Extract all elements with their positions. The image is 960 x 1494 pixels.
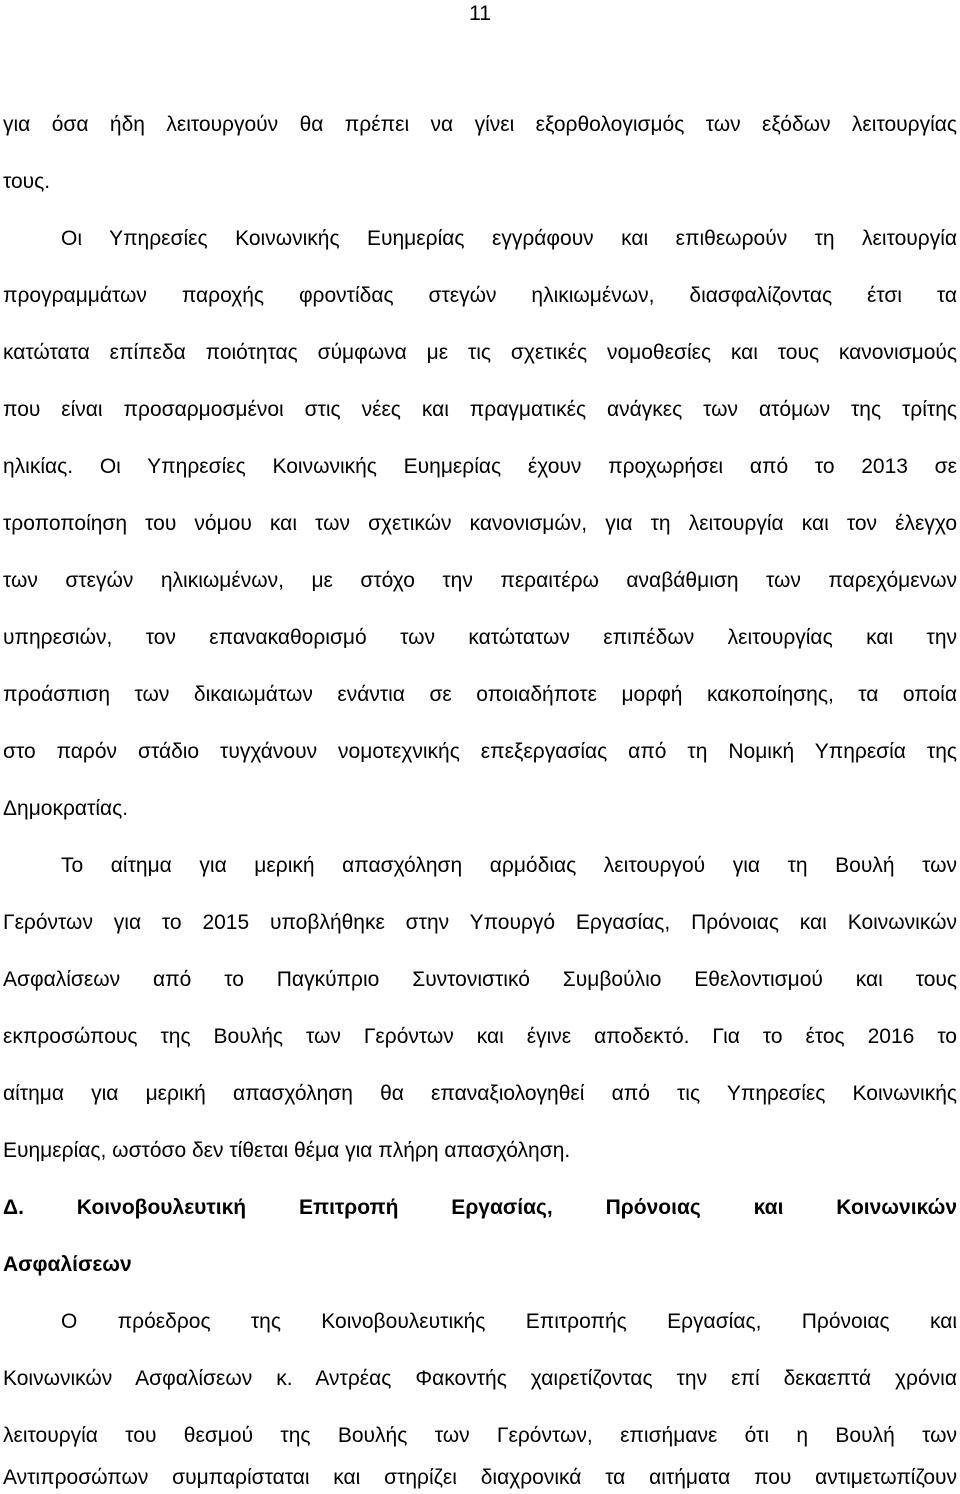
text-line: Γερόντων για το 2015 υποβλήθηκε στην Υπουργό Εργασίας, Πρόνοιας και Κοινωνικών xyxy=(3,911,957,934)
section-heading-continuation: Ασφαλίσεων xyxy=(3,1253,132,1276)
text-line: ηλικίας. Οι Υπηρεσίες Κοινωνικής Ευημερίας έχουν προχωρήσει από το 2013 σε xyxy=(3,455,957,478)
text-line: τροποποίηση του νόμου και των σχετικών κανονισμών, για τη λειτουργία και τον έλεγχο xyxy=(3,512,957,535)
text-line: υπηρεσιών, τον επανακαθορισμό των κατώτατων επιπέδων λειτουργίας και την xyxy=(3,626,957,649)
text-line: προάσπιση των δικαιωμάτων ενάντια σε οποιαδήποτε μορφή κακοποίησης, τα οποία xyxy=(3,683,957,706)
text-line: των στεγών ηλικιωμένων, με στόχο την περαιτέρω αναβάθμιση των παρεχόμενων xyxy=(3,569,957,592)
text-line: αίτημα για μερική απασχόληση θα επαναξιολογηθεί από τις Υπηρεσίες Κοινωνικής xyxy=(3,1082,957,1105)
text-line: Δημοκρατίας. xyxy=(3,797,129,820)
text-line: κατώτατα επίπεδα ποιότητας σύμφωνα με τις σχετικές νομοθεσίες και τους κανονισμούς xyxy=(3,341,957,364)
text-line: τους. xyxy=(3,170,51,193)
paragraph-first-line: Ο πρόεδρος της Κοινοβουλευτικής Επιτροπής Εργασίας, Πρόνοιας και xyxy=(61,1310,957,1333)
text-line: Κοινωνικών Ασφαλίσεων κ. Αντρέας Φακοντής χαιρετίζοντας την επί δεκαεπτά χρόνια xyxy=(3,1367,957,1390)
page-number: 11 xyxy=(469,2,491,25)
text-line: που είναι προσαρμοσμένοι στις νέες και πραγματικές ανάγκες των ατόμων της τρίτης xyxy=(3,398,957,421)
text-line: Ευημερίας, ωστόσο δεν τίθεται θέμα για πλήρη απασχόληση. xyxy=(3,1139,571,1162)
text-line: Αντιπροσώπων συμπαρίσταται και στηρίζει διαχρονικά τα αιτήματα που αντιμετωπίζουν xyxy=(3,1466,957,1489)
text-line: Ασφαλίσεων από το Παγκύπριο Συντονιστικό Συμβούλιο Εθελοντισμού και τους xyxy=(3,968,957,991)
text-line: λειτουργία του θεσμού της Βουλής των Γερόντων, επισήμανε ότι η Βουλή των xyxy=(3,1424,957,1447)
text-line: εκπροσώπους της Βουλής των Γερόντων και έγινε αποδεκτό. Για το έτος 2016 το xyxy=(3,1025,957,1048)
paragraph-first-line: Οι Υπηρεσίες Κοινωνικής Ευημερίας εγγράφουν και επιθεωρούν τη λειτουργία xyxy=(61,227,957,250)
section-heading: Δ. Κοινοβουλευτική Επιτροπή Εργασίας, Πρόνοιας και Κοινωνικών xyxy=(3,1196,957,1219)
text-line: στο παρόν στάδιο τυγχάνουν νομοτεχνικής επεξεργασίας από τη Νομική Υπηρεσία της xyxy=(3,740,957,763)
text-line: προγραμμάτων παροχής φροντίδας στεγών ηλικιωμένων, διασφαλίζοντας έτσι τα xyxy=(3,284,957,307)
paragraph-first-line: Το αίτημα για μερική απασχόληση αρμόδιας λειτουργού για τη Βουλή των xyxy=(61,854,957,877)
text-line: για όσα ήδη λειτουργούν θα πρέπει να γίνει εξορθολογισμός των εξόδων λειτουργίας xyxy=(3,113,957,136)
